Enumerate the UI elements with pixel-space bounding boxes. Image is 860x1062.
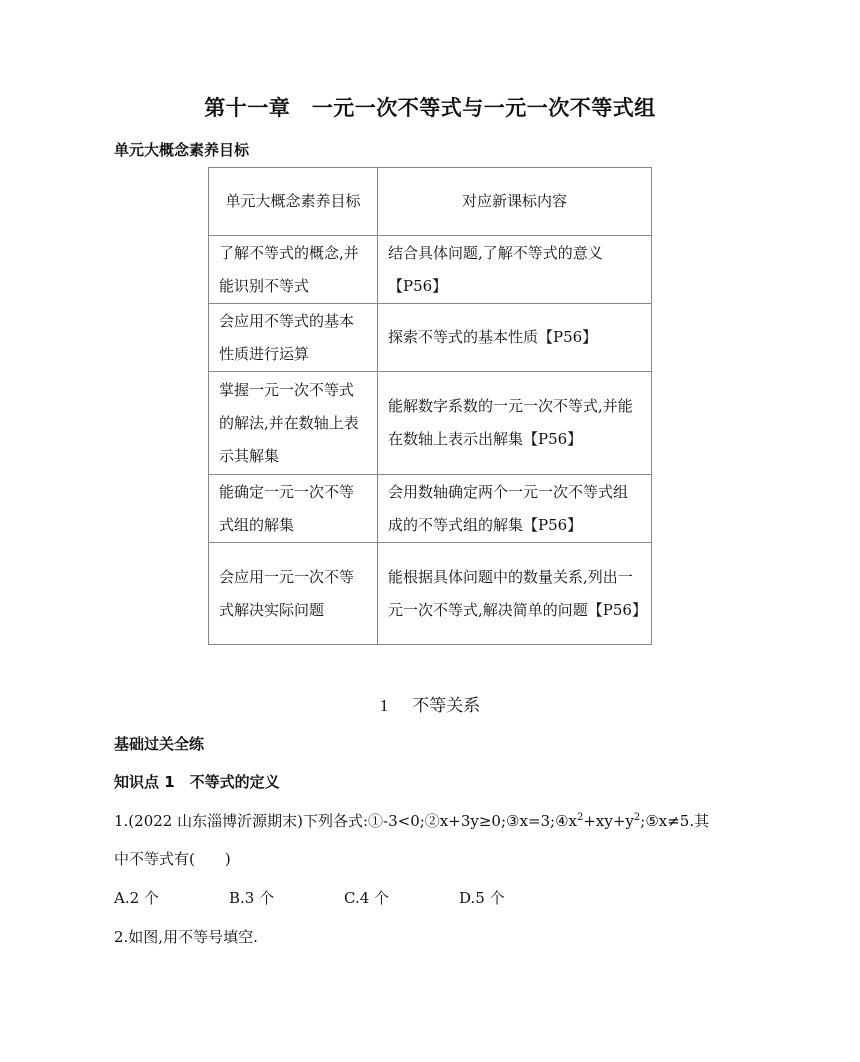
table-row — [209, 475, 652, 543]
goal-cell: 能确定一元一次不等式组的解集 — [209, 475, 378, 543]
q1-exponent: 2 — [576, 812, 584, 823]
goal-cell: 了解不等式的概念,并能识别不等式 — [209, 236, 378, 304]
option-a: A.2 个 — [114, 889, 159, 907]
option-c: C.4 个 — [344, 889, 390, 907]
table-row — [209, 304, 652, 372]
question-1-line-1 — [114, 810, 709, 831]
q1-text-part: 1.(2022 山东淄博沂源期末)下列各式:①-3<0;②x+3y≥0;③x=3;④x — [114, 812, 577, 830]
content-cell: 会用数轴确定两个一元一次不等式组成的不等式组的解集【P56】 — [378, 475, 652, 543]
table-row — [209, 372, 652, 475]
table-row — [209, 543, 652, 645]
goal-cell: 掌握一元一次不等式的解法,并在数轴上表示其解集 — [209, 372, 378, 475]
goal-cell: 会应用一元一次不等式解决实际问题 — [209, 543, 378, 645]
q1-text-part: +xy+y — [583, 812, 634, 830]
practice-heading: 基础过关全练 — [114, 735, 205, 753]
q1-text-part: ;⑤x≠5.其 — [640, 812, 710, 830]
goals-heading: 单元大概念素养目标 — [114, 141, 250, 159]
q1-exponent: 2 — [633, 812, 641, 823]
option-b: B.3 个 — [229, 889, 275, 907]
header-goal: 单元大概念素养目标 — [209, 168, 378, 236]
option-d: D.5 个 — [459, 889, 505, 907]
goal-cell: 会应用不等式的基本性质进行运算 — [209, 304, 378, 372]
section-number: 1 — [379, 696, 389, 715]
header-content: 对应新课标内容 — [378, 168, 652, 236]
section-title — [0, 691, 860, 716]
knowledge-point-heading: 知识点 1 不等式的定义 — [114, 773, 280, 791]
question-2: 2.如图,用不等号填空. — [114, 928, 258, 946]
table-row — [209, 236, 652, 304]
goals-table — [208, 167, 652, 645]
table-header-row — [209, 168, 652, 236]
content-cell: 探索不等式的基本性质【P56】 — [378, 304, 652, 372]
chapter-title: 第十一章 一元一次不等式与一元一次不等式组 — [204, 96, 656, 120]
content-cell: 能解数字系数的一元一次不等式,并能在数轴上表示出解集【P56】 — [378, 372, 652, 475]
section-name: 不等关系 — [412, 696, 481, 716]
content-cell: 能根据具体问题中的数量关系,列出一元一次不等式,解决简单的问题【P56】 — [378, 543, 652, 645]
content-cell: 结合具体问题,了解不等式的意义【P56】 — [378, 236, 652, 304]
question-1-line-2: 中不等式有( ) — [114, 850, 231, 868]
